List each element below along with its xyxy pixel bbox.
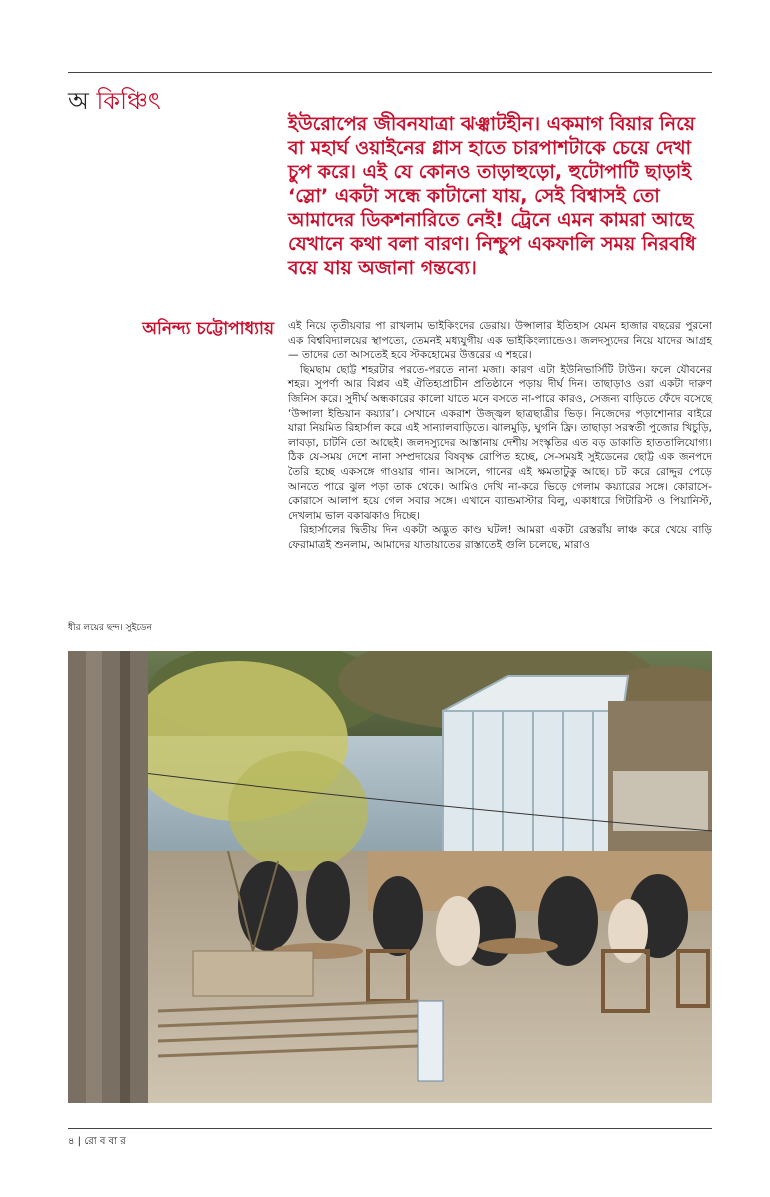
body-paragraph-3: রিহার্সালের দ্বিতীয় দিন একটা অদ্ভুত কাণ্ড ঘটল! আমরা একটা রেস্তরাঁয় লাঞ্চ করে খেয়ে বাড়ি ফেরামাত্রই শুনলাম, আমাদের যাতায়াতের রাস্তাতেই গুলি চলেছে, মারাও — [288, 524, 712, 551]
intro-standfirst — [288, 112, 712, 280]
outdoor-cafe-lakeside-photo — [68, 651, 712, 1103]
photo-caption: ধীর লয়ের ছন্দ। সুইডেন — [68, 623, 152, 633]
section-header — [68, 86, 161, 116]
intro-text: ইউরোপের জীবনযাত্রা ঝঞ্ঝাটহীন। একমাগ বিয়ার নিয়ে বা মহার্ঘ ওয়াইনের গ্লাস হাতে চারপাশটাকে চেয়ে দেখা চুপ করে। এই যে কোনও তাড়াহুড়ো, হুটোপাটি ছাড়াই ‘স্লো’ একটা সন্ধে কাটানো যায়, সেই বিশ্বাসই তো আমাদের ডিকশনারিতে নেই! ট্রেনে এমন কামরা আছে যেখানে কথা বলা বারণ। নিশ্চুপ একফালি সময় নিরবধি বয়ে যায় অজানা গন্তব্যে। — [288, 113, 696, 279]
bottom-rule — [68, 1128, 712, 1129]
page-footer: ৪ | রো ব বা র — [68, 1136, 126, 1147]
article-body — [288, 319, 712, 553]
author-byline: অনিন্দ্য চট্টোপাধ্যায় — [142, 319, 274, 339]
body-paragraph-2: ছিমছাম ছোট্ট শহরটার পরতে-পরতে নানা মজা। কারণ এটা ইউনিভার্সিটি টাউন। ফলে যৌবনের শহর। সুপর্ণা আর বিপ্লব এই ঐতিহ্যপ্রাচীন প্রতিষ্ঠানে পড়ায় দীর্ঘ দিন। তাছাড়াও ওরা একটা দারুণ জিনিস করে। সুদীর্ঘ অন্ধকারের কালো যাতে মনে বসতে না-পারে কারও, সেজন্য বাড়িতে ফেঁদে বসেছে ‘উপ্সালা ইন্ডিয়ান কয়্যার’। সেখানে একরাশ উজ্জ্বল ছাত্রছাত্রীর ভিড়। নিজেদের পড়াশোনার বাইরে যারা নিয়মিত রিহার্সাল করে এই সান্যালবাড়িতে। ঝালমুড়ি, ঘুগনি ফ্রি। তাছাড়া সরস্বতী পুজোর খিচুড়ি, লাবড়া, চাটনি তো আছেই। জলদস্যুদের আস্তানায় দেশীয় সংস্কৃতির এত বড় ডাকাতি হাততালিযোগ্য। ঠিক যে-সময় দেশে নানা সম্প্রদায়ের বিষবৃক্ষ রোপিত হচ্ছে, সে-সময়ই সুইডেনের ছোট্ট এক জনপদে তৈরি হচ্ছে একসঙ্গে গাওয়ার গান। আসলে, গানের এই ক্ষমতাটুকু আছে। চট করে রোদ্দুর পেড়ে আনতে পারে ঝুল পড়া তাক থেকে। আমিও দেখি না-করে ভিড়ে গেলাম কয়্যারের সঙ্গে। কোরাসে-কোরাসে আলাপ হয়ে গেল সবার সঙ্গে। এখানে ব্যান্ডমাস্টার বিলু, একাধারে গিটারিস্ট ও পিয়ানিস্ট, দেখলাম ভাল বকাঝকাও দিচ্ছে। — [288, 363, 712, 522]
top-rule — [68, 72, 712, 73]
section-letter: অ — [68, 87, 89, 115]
body-paragraph-1: এই নিয়ে তৃতীয়বার পা রাখলাম ভাইকিংদের ডেরায়। উপ্সালার ইতিহাস যেমন হাজার বছরের পুরনো এক বিশ্ববিদ্যালয়ের স্থাপত্যে, তেমনই মধ্যযুগীয় এক ভাইকিংল্যান্ডেও। জলদস্যুদের নিয়ে যাদের আগ্রহ— তাদের তো আসতেই হবে স্টকহোমের উত্তরের এ শহরে। — [288, 320, 712, 362]
section-title: কিঞ্চিৎ — [96, 87, 161, 115]
